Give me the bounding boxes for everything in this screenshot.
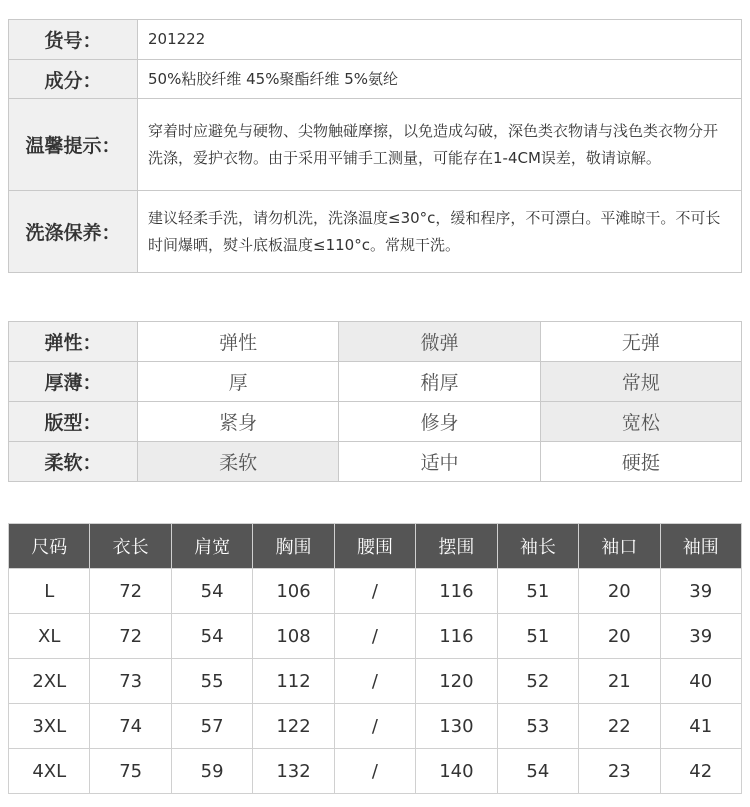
- size-header-cell: 腰围: [334, 524, 415, 569]
- size-value-cell: 53: [497, 704, 578, 749]
- size-value-cell: 140: [416, 749, 497, 794]
- attribute-row-fit: [9, 402, 742, 442]
- attributes-table: [8, 321, 742, 482]
- table-row: [9, 614, 742, 659]
- info-label: 货号：: [9, 20, 138, 60]
- attribute-option: 硬挺: [540, 442, 741, 482]
- attribute-option: 厚: [138, 362, 339, 402]
- size-label-cell: XL: [9, 614, 90, 659]
- attribute-row-thickness: [9, 362, 742, 402]
- size-value-cell: 41: [660, 704, 742, 749]
- attribute-option: 无弹: [540, 322, 741, 362]
- size-value-cell: 22: [579, 704, 660, 749]
- size-value-cell: /: [334, 569, 415, 614]
- size-value-cell: /: [334, 614, 415, 659]
- size-value-cell: 75: [90, 749, 171, 794]
- size-value-cell: /: [334, 749, 415, 794]
- size-value-cell: 52: [497, 659, 578, 704]
- table-row: [9, 704, 742, 749]
- size-value-cell: 73: [90, 659, 171, 704]
- info-value: 50%粘胶纤维 45%聚酯纤维 5%氨纶: [138, 60, 742, 99]
- table-row: [9, 659, 742, 704]
- size-value-cell: 59: [171, 749, 252, 794]
- size-value-cell: 116: [416, 614, 497, 659]
- attribute-label: 弹性：: [9, 322, 138, 362]
- size-value-cell: 74: [90, 704, 171, 749]
- size-value-cell: 20: [579, 614, 660, 659]
- size-header-cell: 尺码: [9, 524, 90, 569]
- info-label: 成分：: [9, 60, 138, 99]
- size-label-cell: L: [9, 569, 90, 614]
- attribute-option-selected: 常规: [540, 362, 741, 402]
- info-value: 201222: [138, 20, 742, 60]
- size-value-cell: 20: [579, 569, 660, 614]
- attribute-row-elasticity: [9, 322, 742, 362]
- size-value-cell: 108: [253, 614, 334, 659]
- size-value-cell: 51: [497, 614, 578, 659]
- size-header-row: [9, 524, 742, 569]
- attribute-label: 厚薄：: [9, 362, 138, 402]
- size-header-cell: 袖口: [579, 524, 660, 569]
- size-value-cell: 120: [416, 659, 497, 704]
- info-row-composition: [9, 60, 742, 99]
- size-value-cell: 54: [171, 614, 252, 659]
- size-value-cell: 122: [253, 704, 334, 749]
- product-info-table: [8, 19, 742, 273]
- attribute-label: 版型：: [9, 402, 138, 442]
- attribute-option: 稍厚: [339, 362, 540, 402]
- size-value-cell: 21: [579, 659, 660, 704]
- size-value-cell: 39: [660, 614, 742, 659]
- attribute-option: 弹性: [138, 322, 339, 362]
- size-value-cell: 51: [497, 569, 578, 614]
- attribute-option: 修身: [339, 402, 540, 442]
- info-row-tips: [9, 99, 742, 191]
- size-value-cell: /: [334, 704, 415, 749]
- size-value-cell: 112: [253, 659, 334, 704]
- size-header-cell: 摆围: [416, 524, 497, 569]
- size-header-cell: 衣长: [90, 524, 171, 569]
- size-header-cell: 肩宽: [171, 524, 252, 569]
- table-row: [9, 569, 742, 614]
- size-value-cell: 55: [171, 659, 252, 704]
- info-value: 穿着时应避免与硬物、尖物触碰摩擦，以免造成勾破，深色类衣物请与浅色类衣物分开洗涤，爱护衣物。由于采用平铺手工测量，可能存在1-4CM误差，敬请谅解。: [138, 99, 742, 191]
- info-row-item-no: [9, 20, 742, 60]
- size-label-cell: 3XL: [9, 704, 90, 749]
- attribute-label: 柔软：: [9, 442, 138, 482]
- size-value-cell: 72: [90, 569, 171, 614]
- size-header-cell: 袖围: [660, 524, 742, 569]
- size-value-cell: 116: [416, 569, 497, 614]
- attribute-option-selected: 宽松: [540, 402, 741, 442]
- attribute-option: 紧身: [138, 402, 339, 442]
- info-value: 建议轻柔手洗，请勿机洗，洗涤温度≤30°c，缓和程序，不可漂白。平滩晾干。不可长时间爆晒，熨斗底板温度≤110°c。常规干洗。: [138, 191, 742, 273]
- attribute-option-selected: 微弹: [339, 322, 540, 362]
- size-value-cell: 130: [416, 704, 497, 749]
- size-value-cell: 39: [660, 569, 742, 614]
- size-value-cell: 72: [90, 614, 171, 659]
- attribute-option: 适中: [339, 442, 540, 482]
- info-label: 温馨提示：: [9, 99, 138, 191]
- size-label-cell: 2XL: [9, 659, 90, 704]
- size-value-cell: 106: [253, 569, 334, 614]
- attribute-row-softness: [9, 442, 742, 482]
- size-value-cell: 42: [660, 749, 742, 794]
- size-value-cell: 57: [171, 704, 252, 749]
- info-label: 洗涤保养：: [9, 191, 138, 273]
- size-header-cell: 胸围: [253, 524, 334, 569]
- size-label-cell: 4XL: [9, 749, 90, 794]
- size-value-cell: 23: [579, 749, 660, 794]
- size-chart-table: [8, 523, 742, 794]
- attribute-option-selected: 柔软: [138, 442, 339, 482]
- size-value-cell: 132: [253, 749, 334, 794]
- size-value-cell: 54: [171, 569, 252, 614]
- size-value-cell: 40: [660, 659, 742, 704]
- size-value-cell: 54: [497, 749, 578, 794]
- info-row-care: [9, 191, 742, 273]
- size-header-cell: 袖长: [497, 524, 578, 569]
- size-value-cell: /: [334, 659, 415, 704]
- table-row: [9, 749, 742, 794]
